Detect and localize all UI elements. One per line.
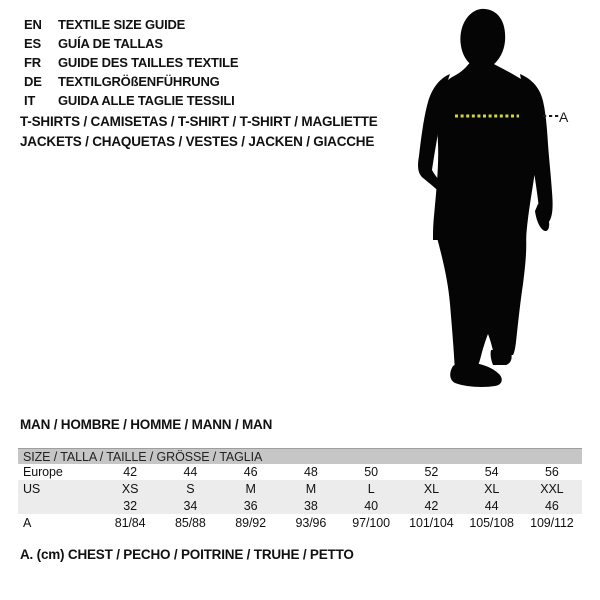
language-row-it (24, 91, 238, 110)
category-line-tshirts: T-SHIRTS / CAMISETAS / T-SHIRT / T-SHIRT / MAGLIETTE (20, 114, 378, 129)
size-value: 109/112 (530, 516, 574, 530)
language-code: DE (24, 74, 42, 89)
language-row-es (24, 34, 238, 53)
size-value: 54 (484, 465, 499, 479)
size-value: 36 (243, 498, 258, 513)
size-value: 85/88 (174, 516, 206, 530)
size-value: 42 (123, 465, 137, 479)
size-value: 93/96 (295, 516, 327, 530)
table-row-numeric (18, 497, 582, 514)
size-value: 97/100 (352, 516, 390, 530)
language-code: IT (24, 93, 36, 108)
size-value: 32 (123, 498, 137, 513)
size-value: 48 (304, 465, 318, 479)
size-value: 56 (545, 465, 559, 479)
measurement-footnote: A. (cm) CHEST / PECHO / POITRINE / TRUHE / PETTO (20, 547, 354, 562)
size-value: 44 (484, 498, 499, 513)
language-code: EN (24, 17, 42, 32)
table-row-us (18, 480, 582, 497)
row-label: US (23, 481, 41, 496)
size-value: 50 (364, 465, 378, 479)
language-code: ES (24, 36, 41, 51)
size-value: 46 (545, 498, 559, 513)
language-title: TEXTILE SIZE GUIDE (58, 17, 186, 32)
section-title-man: MAN / HOMBRE / HOMME / MANN / MAN (20, 417, 273, 432)
language-title: GUÍA DE TALLAS (58, 36, 163, 51)
category-line-jackets: JACKETS / CHAQUETAS / VESTES / JACKEN / GIACCHE (20, 133, 375, 149)
language-row-en (24, 15, 238, 34)
size-value: 101/104 (409, 516, 454, 530)
size-value: 105/108 (469, 516, 514, 530)
row-label: Europe (23, 465, 63, 479)
table-row-chest-a (18, 514, 582, 532)
man-silhouette (418, 9, 553, 387)
man-silhouette-figure (398, 4, 588, 394)
size-value: XL (484, 481, 500, 496)
language-row-de (24, 72, 238, 91)
size-value: 34 (183, 498, 198, 513)
size-value: XL (423, 481, 439, 496)
size-value: M (305, 481, 317, 496)
language-row-fr (24, 53, 238, 72)
category-block (20, 112, 378, 151)
size-value: S (186, 481, 195, 496)
measure-label-a: A (559, 109, 569, 125)
size-value: L (367, 481, 375, 496)
size-value: 42 (424, 498, 439, 513)
size-value: 44 (183, 465, 198, 479)
size-table (18, 448, 582, 532)
size-value: 52 (424, 465, 439, 479)
row-label: A (23, 516, 32, 530)
size-value: XXL (540, 481, 564, 496)
size-value: 89/92 (235, 516, 267, 530)
size-value: 38 (304, 498, 318, 513)
size-value: 46 (243, 465, 258, 479)
language-guide-list (24, 15, 238, 110)
size-value: XS (121, 481, 139, 496)
size-value: 40 (364, 498, 378, 513)
size-value: 81/84 (114, 516, 146, 530)
language-title: GUIDA ALLE TAGLIE TESSILI (58, 93, 235, 108)
language-code: FR (24, 55, 41, 70)
language-title: TEXTILGRÖßENFÜHRUNG (58, 74, 220, 89)
table-row-europe (18, 464, 582, 480)
language-title: GUIDE DES TAILLES TEXTILE (58, 55, 239, 70)
size-value: M (245, 481, 256, 496)
size-table-header: SIZE / TALLA / TAILLE / GRÖSSE / TAGLIA (18, 448, 582, 464)
